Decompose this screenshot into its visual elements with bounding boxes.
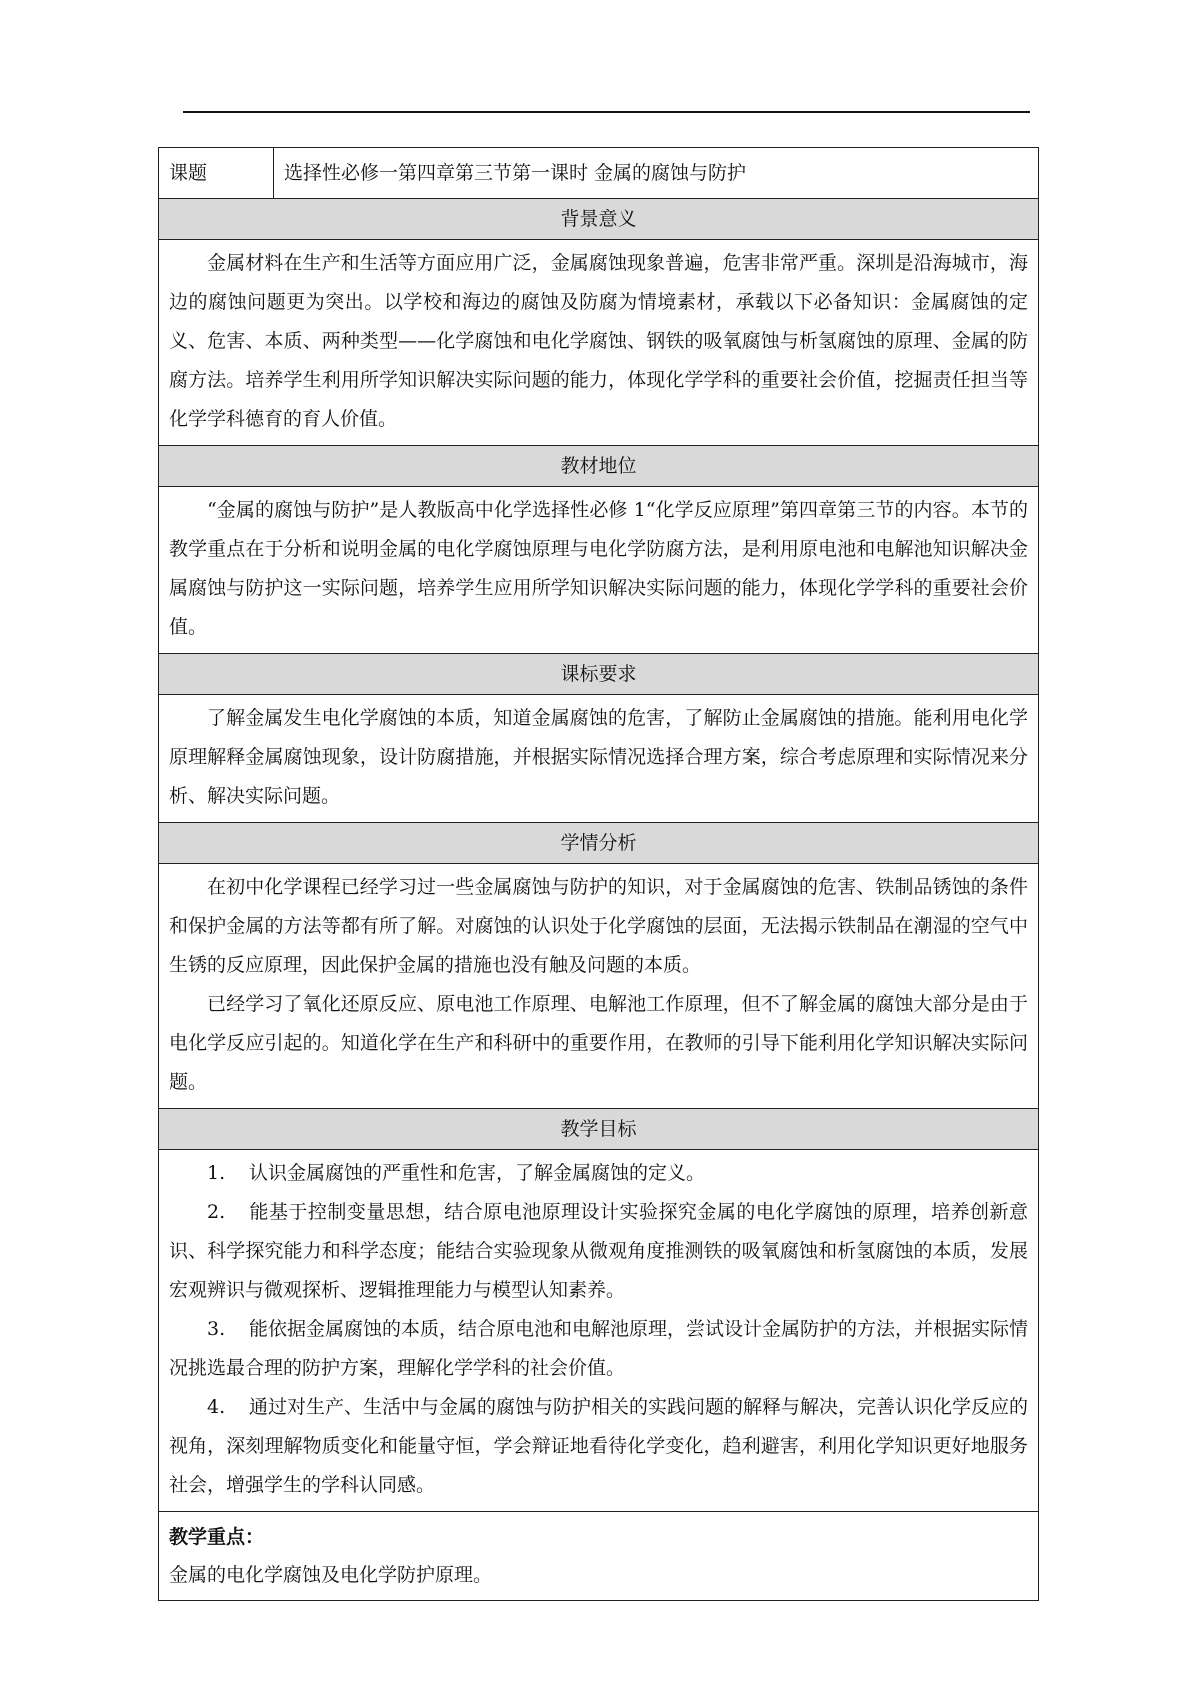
objective-text: 认识金属腐蚀的严重性和危害，了解金属腐蚀的定义。 [249,1162,706,1184]
section-body-curriculum-requirements [159,695,1039,823]
key-points-text: 金属的电化学腐蚀及电化学防护原理。 [169,1564,493,1586]
section-heading-row [159,823,1039,864]
section-heading-row [159,1109,1039,1150]
section-heading-background: 背景意义 [159,199,1039,240]
paragraph-textbook-position: “金属的腐蚀与防护”是人教版高中化学选择性必修 1“化学反应原理”第四章第三节的内容。本节的教学重点在于分析和说明金属的电化学腐蚀原理与电化学防腐方法，是利用原电池和电解池知识解决金属腐蚀与防护这一实际问题，培养学生应用所学知识解决实际问题的能力，体现化学学科的重要社会价值。 [169,499,1028,638]
objective-item [169,1388,1028,1505]
section-body-objectives [159,1150,1039,1512]
title-value: 选择性必修一第四章第三节第一课时 金属的腐蚀与防护 [274,148,1039,199]
paragraph-background: 金属材料在生产和生活等方面应用广泛，金属腐蚀现象普遍，危害非常严重。深圳是沿海城市，海边的腐蚀问题更为突出。以学校和海边的腐蚀及防腐为情境素材，承载以下必备知识：金属腐蚀的定义、危害、本质、两种类型——化学腐蚀和电化学腐蚀、钢铁的吸氧腐蚀与析氢腐蚀的原理、金属的防腐方法。培养学生利用所学知识解决实际问题的能力，体现化学学科的重要社会价值，挖掘责任担当等化学学科德育的育人价值。 [169,252,1028,430]
section-body-row [159,240,1039,446]
objective-number: 2. [207,1201,226,1223]
section-body-row [159,1150,1039,1512]
section-heading-textbook-position: 教材地位 [159,446,1039,487]
key-points-label: 教学重点： [169,1526,265,1548]
section-body-textbook-position [159,487,1039,654]
objective-number: 3. [207,1318,226,1340]
section-heading-row [159,199,1039,240]
paragraph-student-analysis-1: 在初中化学课程已经学习过一些金属腐蚀与防护的知识，对于金属腐蚀的危害、铁制品锈蚀的条件和保护金属的方法等都有所了解。对腐蚀的认识处于化学腐蚀的层面，无法揭示铁制品在潮湿的空气中生锈的反应原理，因此保护金属的措施也没有触及问题的本质。 [169,876,1028,976]
section-heading-row [159,654,1039,695]
objective-item [169,1310,1028,1388]
objective-text: 能依据金属腐蚀的本质，结合原电池和电解池原理，尝试设计金属防护的方法，并根据实际情况挑选最合理的防护方案，理解化学学科的社会价值。 [169,1318,1029,1379]
section-body-row [159,487,1039,654]
key-points-cell [159,1512,1039,1601]
section-heading-row [159,446,1039,487]
objective-text: 通过对生产、生活中与金属的腐蚀与防护相关的实践问题的解释与解决，完善认识化学反应的视角，深刻理解物质变化和能量守恒，学会辩证地看待化学变化，趋利避害，利用化学知识更好地服务社会，增强学生的学科认同感。 [169,1396,1029,1496]
key-points-row [159,1512,1039,1601]
title-row [159,148,1039,199]
title-label: 课题 [159,148,274,199]
section-body-student-analysis [159,864,1039,1109]
section-heading-objectives: 教学目标 [159,1109,1039,1150]
paragraph-student-analysis-2: 已经学习了氧化还原反应、原电池工作原理、电解池工作原理，但不了解金属的腐蚀大部分是由于电化学反应引起的。知道化学在生产和科研中的重要作用，在教师的引导下能利用化学知识解决实际问题。 [169,993,1028,1093]
paragraph-curriculum-requirements: 了解金属发生电化学腐蚀的本质，知道金属腐蚀的危害，了解防止金属腐蚀的措施。能利用电化学原理解释金属腐蚀现象，设计防腐措施，并根据实际情况选择合理方案，综合考虑原理和实际情况来分析、解决实际问题。 [169,707,1028,807]
section-heading-curriculum-requirements: 课标要求 [159,654,1039,695]
section-body-background [159,240,1039,446]
objective-item [169,1154,1028,1193]
header-rule [183,111,1030,113]
section-body-row [159,695,1039,823]
objective-number: 1. [207,1162,226,1184]
lesson-plan-table [158,147,1039,1601]
objective-number: 4. [207,1396,226,1418]
section-body-row [159,864,1039,1109]
objective-item [169,1193,1028,1310]
objective-text: 能基于控制变量思想，结合原电池原理设计实验探究金属的电化学腐蚀的原理，培养创新意识、科学探究能力和科学态度；能结合实验现象从微观角度推测铁的吸氧腐蚀和析氢腐蚀的本质，发展宏观辨识与微观探析、逻辑推理能力与模型认知素养。 [169,1201,1028,1301]
section-heading-student-analysis: 学情分析 [159,823,1039,864]
